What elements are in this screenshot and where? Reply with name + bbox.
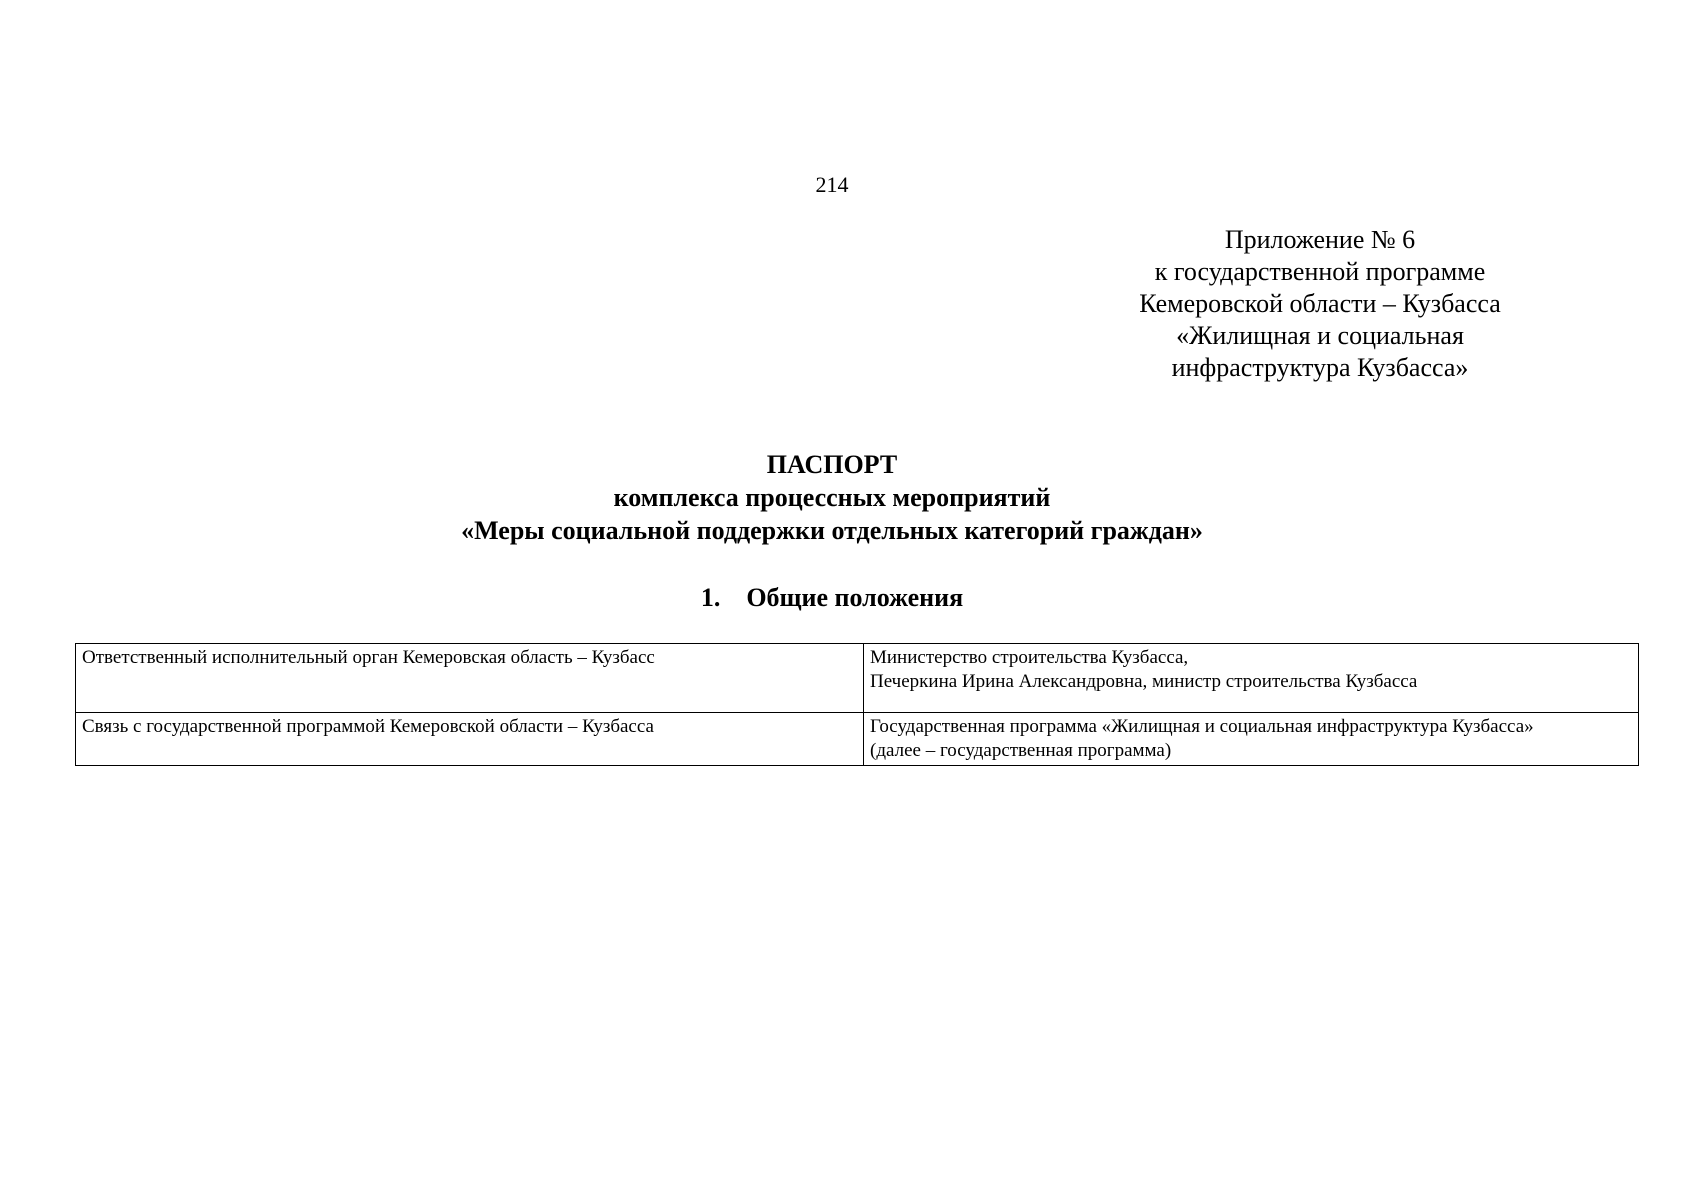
table-cell-label: Связь с государственной программой Кемеровской области – Кузбасса bbox=[76, 713, 864, 766]
table-row bbox=[76, 713, 1639, 766]
document-title bbox=[0, 448, 1664, 547]
table-row bbox=[76, 644, 1639, 713]
table-cell-label: Ответственный исполнительный орган Кемеровская область – Кузбасс bbox=[76, 644, 864, 713]
cell-line: Печеркина Ирина Александровна, министр строительства Кузбасса bbox=[870, 671, 1418, 692]
appendix-line: к государственной программе bbox=[1154, 257, 1486, 286]
cell-line: Министерство строительства Кузбасса, bbox=[870, 647, 1189, 668]
appendix-note bbox=[1090, 224, 1550, 384]
table-cell-value bbox=[864, 713, 1639, 766]
section-title: Общие положения bbox=[746, 583, 964, 612]
title-name: «Меры социальной поддержки отдельных категорий граждан» bbox=[461, 516, 1203, 545]
cell-line: (далее – государственная программа) bbox=[870, 740, 1172, 761]
title-main: ПАСПОРТ bbox=[766, 450, 898, 479]
cell-line: Государственная программа «Жилищная и социальная инфраструктура Кузбасса» bbox=[870, 716, 1534, 737]
appendix-line: Кемеровской области – Кузбасса bbox=[1139, 289, 1501, 318]
title-subtitle: комплекса процессных мероприятий bbox=[613, 483, 1051, 512]
table-cell-value bbox=[864, 644, 1639, 713]
section-number: 1. bbox=[700, 583, 721, 612]
appendix-line: «Жилищная и социальная bbox=[1176, 321, 1464, 350]
general-info-table bbox=[75, 643, 1639, 766]
page-number: 214 bbox=[815, 172, 849, 197]
section-heading bbox=[0, 582, 1664, 614]
appendix-line: инфраструктура Кузбасса» bbox=[1171, 353, 1469, 382]
appendix-line: Приложение № 6 bbox=[1224, 225, 1416, 254]
